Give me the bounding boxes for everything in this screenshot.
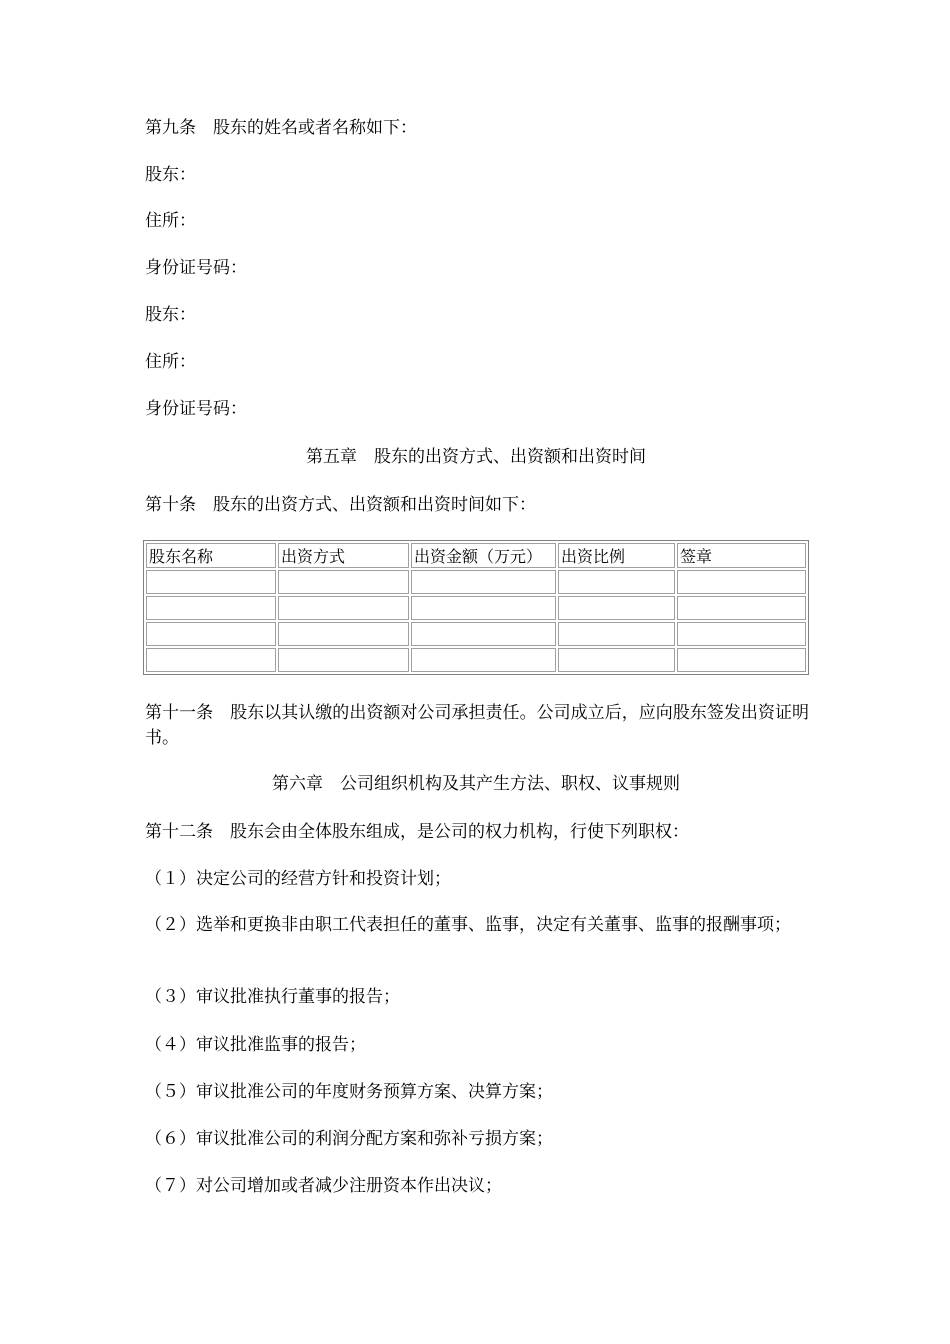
header-contribution-amount: 出资金额（万元） bbox=[411, 543, 556, 568]
list-item: （２）选举和更换非由职工代表担任的董事、监事，决定有关董事、监事的报酬事项； bbox=[145, 915, 791, 935]
table-cell bbox=[558, 622, 675, 646]
table-cell bbox=[278, 570, 409, 594]
table-row bbox=[146, 622, 806, 646]
list-item: （１）决定公司的经营方针和投资计划； bbox=[145, 869, 451, 889]
table-cell bbox=[411, 596, 556, 620]
table-cell bbox=[146, 648, 276, 672]
table-cell bbox=[677, 648, 806, 672]
chapter-6-heading: 第六章 公司组织机构及其产生方法、职权、议事规则 bbox=[272, 774, 680, 794]
table-cell bbox=[146, 596, 276, 620]
chapter-5-heading: 第五章 股东的出资方式、出资额和出资时间 bbox=[306, 447, 646, 467]
article-12-title: 第十二条 股东会由全体股东组成，是公司的权力机构，行使下列职权： bbox=[145, 822, 689, 842]
shareholder-field: 股东： bbox=[145, 165, 196, 185]
table-cell bbox=[278, 596, 409, 620]
address-field: 住所： bbox=[145, 211, 196, 231]
address-field: 住所： bbox=[145, 352, 196, 372]
table-cell bbox=[677, 596, 806, 620]
shareholder-field: 股东： bbox=[145, 305, 196, 325]
id-number-field: 身份证号码： bbox=[145, 258, 247, 278]
article-9-title: 第九条 股东的姓名或者名称如下： bbox=[145, 118, 417, 138]
capital-contribution-table bbox=[143, 540, 809, 675]
id-number-field: 身份证号码： bbox=[145, 399, 247, 419]
table-cell bbox=[677, 622, 806, 646]
article-10-title: 第十条 股东的出资方式、出资额和出资时间如下： bbox=[145, 495, 536, 515]
table-cell bbox=[146, 622, 276, 646]
table-cell bbox=[278, 648, 409, 672]
list-item: （７）对公司增加或者减少注册资本作出决议； bbox=[145, 1176, 502, 1196]
table-cell bbox=[558, 570, 675, 594]
table-cell bbox=[411, 622, 556, 646]
list-item: （５）审议批准公司的年度财务预算方案、决算方案； bbox=[145, 1082, 553, 1102]
header-contribution-ratio: 出资比例 bbox=[558, 543, 675, 568]
article-11-text: 第十一条 股东以其认缴的出资额对公司承担责任。公司成立后，应向股东签发出资证明书。 bbox=[145, 703, 809, 748]
header-contribution-method: 出资方式 bbox=[278, 543, 409, 568]
table-cell bbox=[411, 570, 556, 594]
table-header-row bbox=[146, 543, 806, 568]
header-shareholder-name: 股东名称 bbox=[146, 543, 276, 568]
table-row bbox=[146, 648, 806, 672]
list-item: （４）审议批准监事的报告； bbox=[145, 1035, 366, 1055]
table-cell bbox=[677, 570, 806, 594]
table-row bbox=[146, 596, 806, 620]
list-item: （３）审议批准执行董事的报告； bbox=[145, 987, 400, 1007]
table-cell bbox=[146, 570, 276, 594]
table-cell bbox=[558, 648, 675, 672]
table-cell bbox=[558, 596, 675, 620]
list-item: （６）审议批准公司的利润分配方案和弥补亏损方案； bbox=[145, 1129, 553, 1149]
header-signature: 签章 bbox=[677, 543, 806, 568]
table-cell bbox=[278, 622, 409, 646]
table-row bbox=[146, 570, 806, 594]
table-cell bbox=[411, 648, 556, 672]
